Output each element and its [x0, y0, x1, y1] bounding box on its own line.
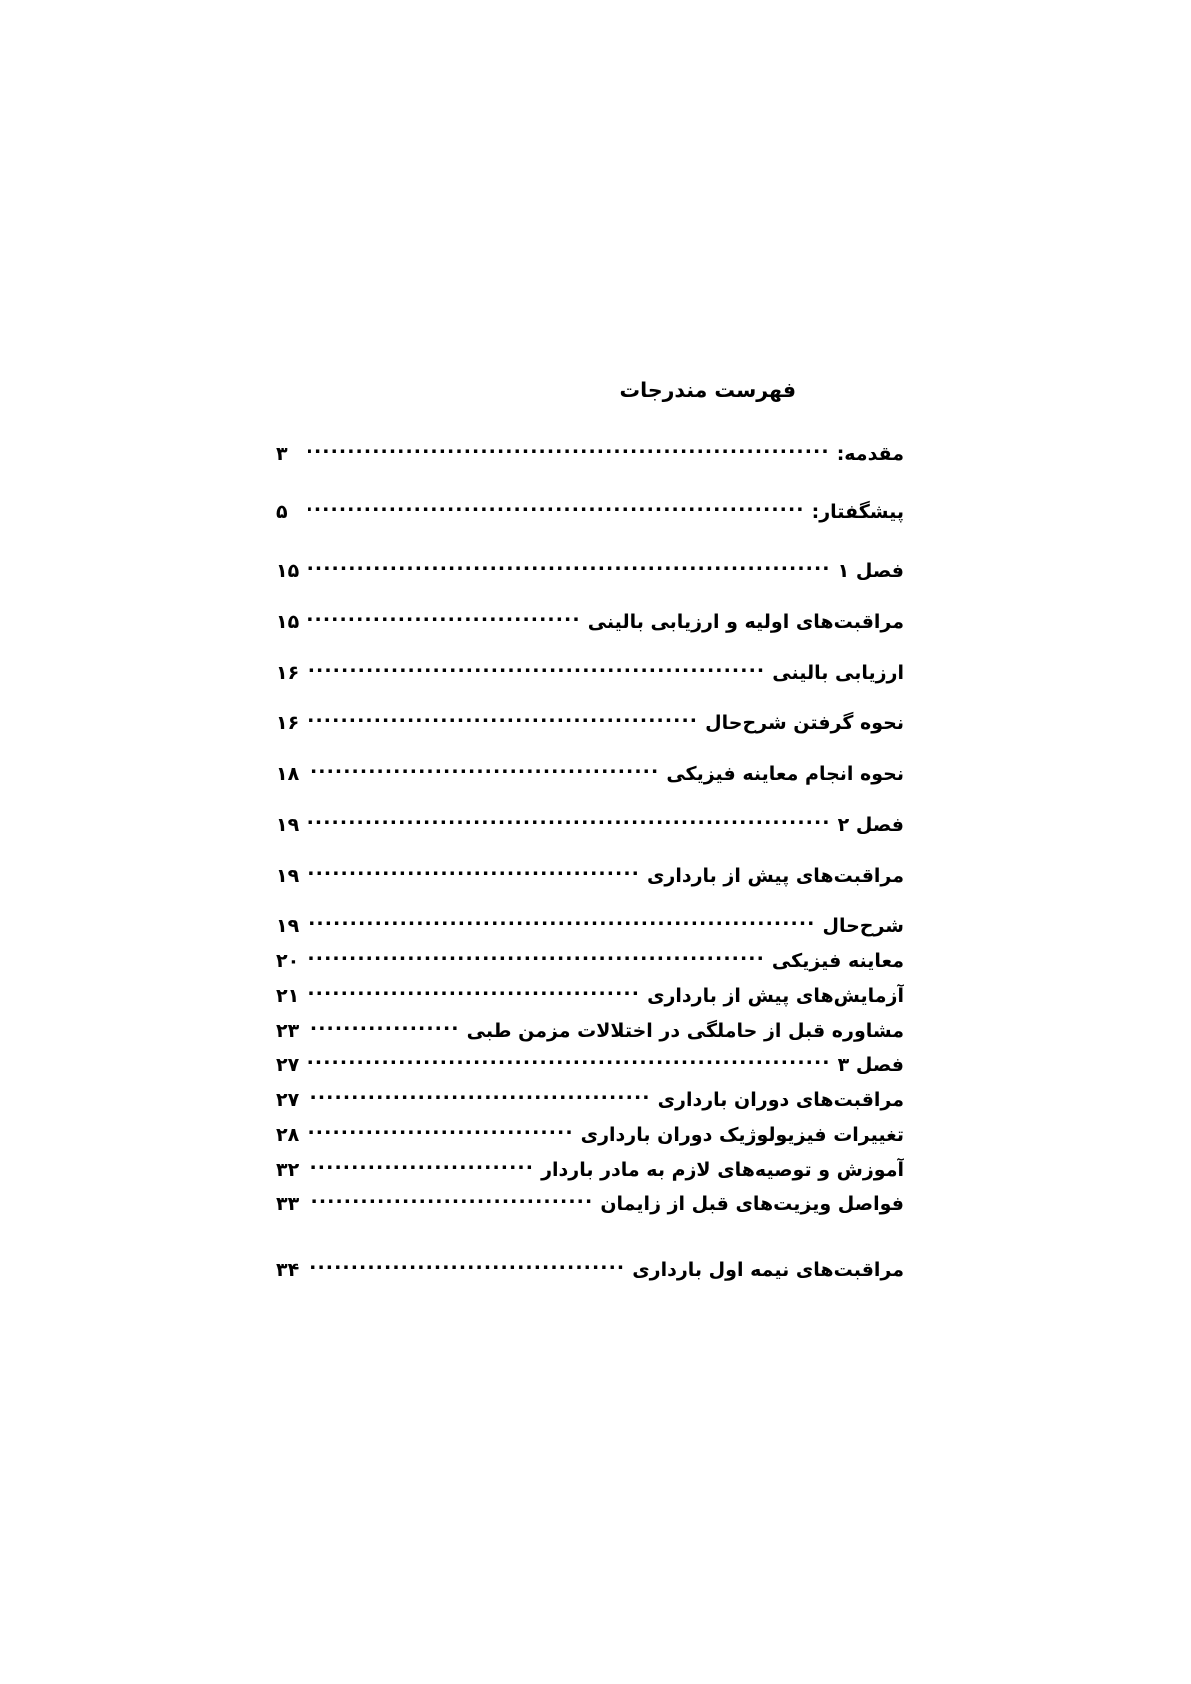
toc-entry[interactable]	[276, 660, 904, 686]
toc-entry[interactable]	[276, 558, 904, 584]
toc-entry-page-number: ۱۶	[276, 661, 300, 684]
toc-entry-page-number: ۱۵	[276, 610, 300, 633]
toc-entry[interactable]	[276, 1052, 904, 1078]
toc-dot-leader	[308, 1257, 625, 1276]
toc-entry-title: نحوه انجام معاینه فیزیکی	[666, 763, 904, 786]
toc-entry[interactable]	[276, 1087, 904, 1113]
toc-entry-title: آزمایش‌های پیش از بارداری	[647, 984, 904, 1007]
toc-entry-title: مشاوره قبل از حاملگی در اختلالات مزمن طبی	[466, 1019, 904, 1042]
toc-entry-title: مراقبت‌های دوران بارداری	[657, 1089, 904, 1112]
toc-entry-title: فصل ۱	[837, 560, 904, 583]
toc-dot-leader	[308, 1122, 574, 1141]
toc-entry-title: معاینه فیزیکی	[771, 950, 904, 973]
toc-entry[interactable]	[276, 441, 904, 467]
toc-entry-page-number: ۲۳	[276, 1019, 300, 1042]
toc-dot-leader	[308, 1087, 651, 1106]
toc-dot-leader	[308, 948, 765, 967]
toc-entry[interactable]	[276, 1157, 904, 1183]
toc-entry[interactable]	[276, 948, 904, 974]
toc-dot-leader	[308, 761, 659, 780]
toc-entry-title: نحوه گرفتن شرح‌حال	[705, 712, 904, 735]
toc-dot-leader	[308, 710, 698, 729]
toc-entry-title: مقدمه:	[836, 442, 904, 465]
toc-entry-title: مراقبت‌های اولیه و ارزیابی بالینی	[587, 610, 904, 633]
toc-entry-title: مراقبت‌های نیمه اول بارداری	[632, 1259, 904, 1282]
toc-dot-leader	[308, 913, 815, 932]
toc-dot-leader	[308, 812, 831, 831]
toc-entry[interactable]	[276, 1191, 904, 1217]
toc-entry-page-number: ۲۱	[276, 984, 300, 1007]
toc-entry-page-number: ۱۹	[276, 864, 300, 887]
toc-dot-leader	[308, 660, 765, 679]
toc-entry-page-number: ۱۵	[276, 560, 300, 583]
toc-entry-page-number: ۳	[276, 442, 288, 465]
toc-dot-leader	[308, 1018, 460, 1037]
toc-dot-leader	[308, 863, 640, 882]
table-of-contents	[276, 378, 904, 1292]
toc-entry-title: پیشگفتار:	[811, 501, 904, 524]
toc-entry-title: ارزیابی بالینی	[772, 661, 904, 684]
toc-entry-title: مراقبت‌های پیش از بارداری	[647, 864, 904, 887]
toc-entry-page-number: ۲۷	[276, 1054, 300, 1077]
toc-dot-leader	[308, 499, 805, 518]
toc-dot-leader	[308, 983, 640, 1002]
toc-entry-title: آموزش و توصیه‌های لازم به مادر باردار	[541, 1158, 904, 1181]
toc-entry[interactable]	[276, 1257, 904, 1283]
toc-entry-title: فواصل ویزیت‌های قبل از زایمان	[600, 1193, 904, 1216]
toc-entry[interactable]	[276, 1122, 904, 1148]
toc-entry-page-number: ۳۳	[276, 1193, 300, 1216]
toc-dot-leader	[308, 441, 830, 460]
toc-entry-title: تغییرات فیزیولوژیک دوران بارداری	[580, 1123, 904, 1146]
toc-dot-leader	[308, 1157, 534, 1176]
toc-dot-leader	[308, 558, 831, 577]
toc-entry[interactable]	[276, 499, 904, 525]
toc-entry[interactable]	[276, 983, 904, 1009]
toc-entry-list	[276, 441, 904, 1283]
toc-entry-page-number: ۵	[276, 501, 288, 524]
page-title: فهرست مندرجات	[619, 378, 796, 402]
toc-entry[interactable]	[276, 913, 904, 939]
toc-entry[interactable]	[276, 812, 904, 838]
toc-entry-page-number: ۱۹	[276, 915, 300, 938]
toc-entry-title: شرح‌حال	[822, 915, 904, 938]
toc-entry-title: فصل ۳	[837, 1054, 904, 1077]
toc-entry-page-number: ۲۸	[276, 1123, 300, 1146]
toc-entry[interactable]	[276, 609, 904, 635]
toc-entry-page-number: ۳۲	[276, 1158, 300, 1181]
toc-dot-leader	[308, 609, 581, 628]
toc-entry[interactable]	[276, 863, 904, 889]
toc-entry-page-number: ۲۷	[276, 1089, 300, 1112]
toc-entry-page-number: ۱۶	[276, 712, 300, 735]
toc-entry-page-number: ۳۴	[276, 1259, 300, 1282]
toc-dot-leader	[308, 1052, 831, 1071]
toc-entry-page-number: ۱۸	[276, 763, 300, 786]
toc-entry[interactable]	[276, 761, 904, 787]
toc-entry-page-number: ۱۹	[276, 813, 300, 836]
toc-entry-title: فصل ۲	[837, 813, 904, 836]
toc-entry[interactable]	[276, 710, 904, 736]
toc-entry-page-number: ۲۰	[276, 950, 300, 973]
toc-dot-leader	[308, 1191, 593, 1210]
toc-entry[interactable]	[276, 1018, 904, 1044]
